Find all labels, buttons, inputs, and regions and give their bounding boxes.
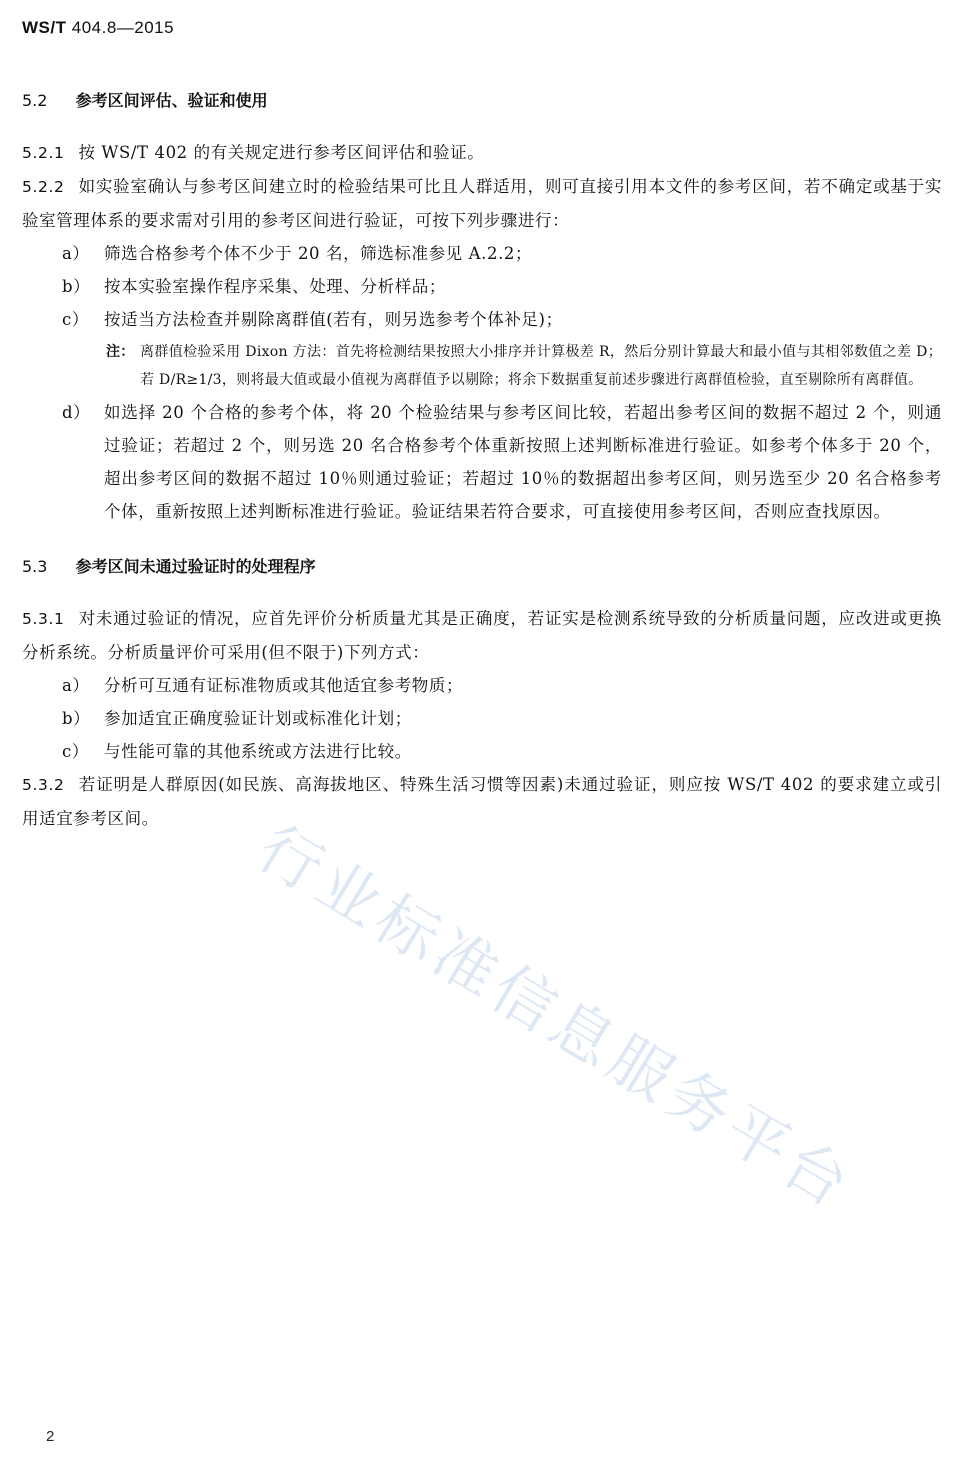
section-title: 参考区间未通过验证时的处理程序	[75, 557, 316, 576]
list-item	[22, 735, 942, 768]
clause-5-3-1	[22, 602, 942, 669]
list-text: 按适当方法检查并剔除离群值(若有，则另选参考个体补足)；	[104, 310, 563, 329]
clause-text: 对未通过验证的情况，应首先评价分析质量尤其是正确度，若证实是检测系统导致的分析质量问题，应改进或更换分析系统。分析质量评价可采用(但不限于)下列方式：	[22, 609, 942, 662]
list-marker: b）	[62, 277, 91, 296]
standard-number: 404.8—2015	[71, 18, 175, 37]
watermark: 行业标准信息服务平台	[245, 811, 867, 1224]
page-number: 2	[46, 1428, 55, 1445]
clause-text: 如实验室确认与参考区间建立时的检验结果可比且人群适用，则可直接引用本文件的参考区间，若不确定或基于实验室管理体系的要求需对引用的参考区间进行验证，可按下列步骤进行：	[22, 177, 942, 230]
list-marker: d）	[62, 403, 91, 422]
list-item	[22, 702, 942, 735]
clause-5-2-1	[22, 136, 942, 170]
clause-number: 5.2.1	[22, 144, 65, 162]
standard-code: WS/T	[22, 18, 67, 37]
clause-text: 若证明是人群原因(如民族、高海拔地区、特殊生活习惯等因素)未通过验证，则应按 WS/T 402 的要求建立或引用适宜参考区间。	[22, 775, 942, 828]
list-marker: a）	[62, 676, 90, 695]
section-number: 5.3	[22, 557, 48, 576]
clause-5-2-2	[22, 170, 942, 237]
clause-number: 5.3.2	[22, 776, 65, 794]
note	[22, 338, 942, 394]
list-text: 分析可互通有证标准物质或其他适宜参考物质；	[104, 676, 464, 695]
list-text: 按本实验室操作程序采集、处理、分析样品；	[104, 277, 446, 296]
list-text: 筛选合格参考个体不少于 20 名，筛选标准参见 A.2.2；	[104, 244, 533, 263]
list-item	[22, 396, 942, 528]
list-marker: a）	[62, 244, 90, 263]
clause-5-3-2	[22, 768, 942, 835]
list-marker: c）	[62, 742, 89, 761]
list-item	[22, 303, 942, 336]
section-title: 参考区间评估、验证和使用	[75, 91, 268, 110]
clause-number: 5.3.1	[22, 610, 65, 628]
document-body	[22, 88, 942, 835]
list-item	[22, 270, 942, 303]
list-item	[22, 669, 942, 702]
clause-number: 5.2.2	[22, 178, 65, 196]
section-number: 5.2	[22, 91, 48, 110]
list-text: 参加适宜正确度验证计划或标准化计划；	[104, 709, 412, 728]
list-text: 与性能可靠的其他系统或方法进行比较。	[104, 742, 412, 761]
section-5-3-heading	[22, 554, 942, 580]
page-header	[22, 18, 174, 38]
section-5-2-heading	[22, 88, 942, 114]
list-text: 如选择 20 个合格的参考个体，将 20 个检验结果与参考区间比较，若超出参考区间的数据不超过 2 个，则通过验证；若超过 2 个，则另选 20 名合格参考个体重新按照上述判断标准进行验证。如参考个体多于 20 个，超出参考区间的数据不超过 10％则通过验证；若超过 10％的数据超出参考区间，则另选至少 20 名合格参考个体，重新按照上述判断标准进行验证。验证结果若符合要求，可直接使用参考区间，否则应查找原因。	[104, 403, 942, 521]
note-text: 离群值检验采用 Dixon 方法：首先将检测结果按照大小排序并计算极差 R，然后分别计算最大和最小值与其相邻数值之差 D；若 D/R≥1/3，则将最大值或最小值视为离群值予以剔除；将余下数据重复前述步骤进行离群值检验，直至剔除所有离群值。	[140, 344, 942, 388]
note-label: 注：	[106, 344, 135, 360]
list-marker: c）	[62, 310, 89, 329]
clause-text: 按 WS/T 402 的有关规定进行参考区间评估和验证。	[78, 143, 485, 162]
list-marker: b）	[62, 709, 91, 728]
list-item	[22, 237, 942, 270]
